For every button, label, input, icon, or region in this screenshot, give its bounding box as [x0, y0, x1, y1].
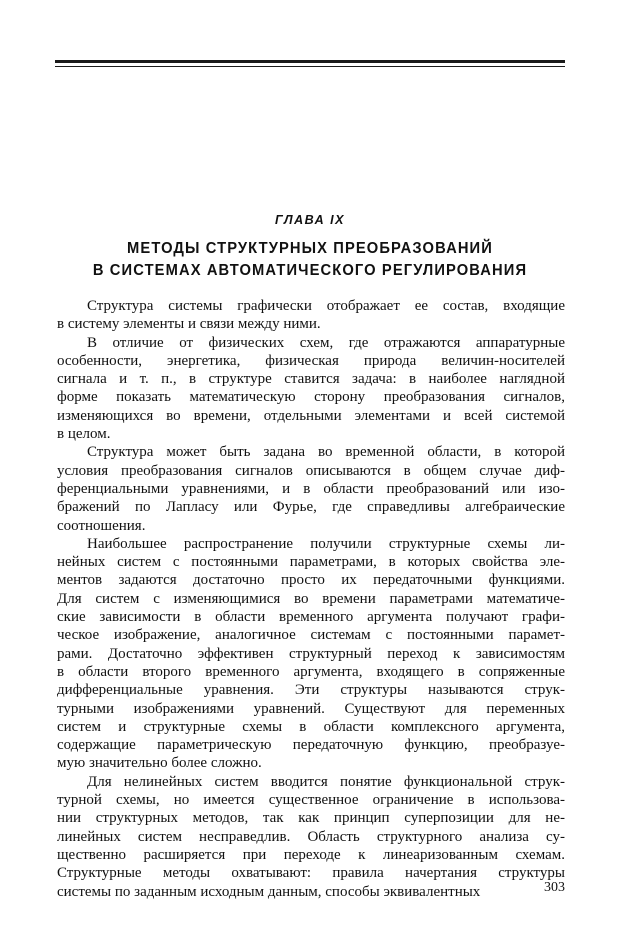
paragraph-line: ские зависимости в области временного аргумента получают графи-	[57, 609, 565, 626]
paragraph-line: ментов задаются достаточно просто их передаточными функциями.	[57, 572, 565, 589]
paragraph-line: дифференциальные уравнения. Эти структуры называются струк-	[57, 682, 565, 699]
paragraph-line: нейных систем с постоянными параметрами, в которых свойства эле-	[57, 554, 565, 571]
paragraph-line: линейных систем несправедлив. Область структурного анализа су-	[57, 828, 565, 845]
paragraph-line: нии структурных методов, так как принцип суперпозиции для не-	[57, 810, 565, 827]
paragraph	[57, 535, 565, 773]
paragraph-line: соотношения.	[57, 517, 146, 534]
chapter-label: ГЛАВА IX	[275, 213, 345, 227]
paragraph-line: форме показать математическую сторону преобразования сигналов,	[57, 389, 565, 406]
paragraph-line: систем и структурные схемы в области комплексного аргумента,	[57, 718, 565, 735]
paragraph-line: Структура может быть задана во временной области, в которой	[87, 444, 565, 461]
chapter-title-line-1: МЕТОДЫ СТРУКТУРНЫХ ПРЕОБРАЗОВАНИЙ	[127, 240, 493, 257]
paragraph-line: Для нелинейных систем вводится понятие функциональной струк-	[87, 773, 565, 790]
chapter-title	[25, 238, 595, 282]
paragraph-line: мую значительно более сложно.	[57, 755, 262, 772]
paragraph-line: ческое изображение, аналогичное системам с постоянными парамет-	[57, 627, 565, 644]
chapter-title-line-2: В СИСТЕМАХ АВТОМАТИЧЕСКОГО РЕГУЛИРОВАНИЯ	[92, 262, 528, 279]
paragraph-line: в целом.	[57, 426, 111, 443]
paragraph-line: бражений по Лапласу или Фурье, где справедливы алгебраические	[57, 499, 565, 516]
paragraph-line: Для систем с изменяющимися во времени параметрами математиче-	[57, 590, 565, 607]
paragraph	[57, 297, 565, 334]
paragraph-line: сигнала и т. п., в структуре ставится задача: в наиболее наглядной	[57, 371, 565, 388]
paragraph-line: в области второго временного аргумента, входящего в сопряженные	[57, 663, 565, 680]
paragraph-line: системы по заданным исходным данным, способы эквивалентных	[57, 883, 481, 900]
paragraph-line: турными изображениями уравнений. Существуют для переменных	[57, 700, 565, 717]
body-text	[57, 297, 565, 901]
paragraph-line: изменяющихся во времени, отдельными элементами и всей системой	[57, 407, 565, 424]
paragraph-line: содержащие параметрическую передаточную функцию, преобразуе-	[57, 737, 565, 754]
paragraph	[57, 443, 565, 534]
paragraph-line: рами. Достаточно эффективен структурный переход к зависимостям	[57, 645, 565, 662]
page-number: 303	[544, 880, 565, 895]
paragraph-line: щественно расширяется при переходе к линеаризованным схемам.	[57, 846, 565, 863]
paragraph-line: в систему элементы и связи между ними.	[57, 316, 321, 333]
paragraph-line: Наибольшее распространение получили структурные схемы ли-	[87, 535, 565, 552]
header-rule-thin	[55, 66, 565, 67]
paragraph-line: Структура системы графически отображает ее состав, входящие	[87, 298, 565, 314]
paragraph-line: турной схемы, но имеется существенное ограничение в использова-	[57, 792, 565, 809]
header-rule-thick	[55, 60, 565, 63]
paragraph-line: особенности, энергетика, физическая природа величин-носителей	[57, 352, 565, 369]
paragraph	[57, 334, 565, 444]
paragraph-line: ференциальными уравнениями, и в области преобразований или изо-	[57, 480, 565, 497]
paragraph-line: условия преобразования сигналов описываются в общем случае диф-	[57, 462, 565, 479]
paragraph-line: В отличие от физических схем, где отражаются аппаратурные	[87, 334, 565, 351]
paragraph	[57, 773, 565, 901]
paragraph-line: Структурные методы охватывают: правила начертания структуры	[57, 865, 565, 882]
